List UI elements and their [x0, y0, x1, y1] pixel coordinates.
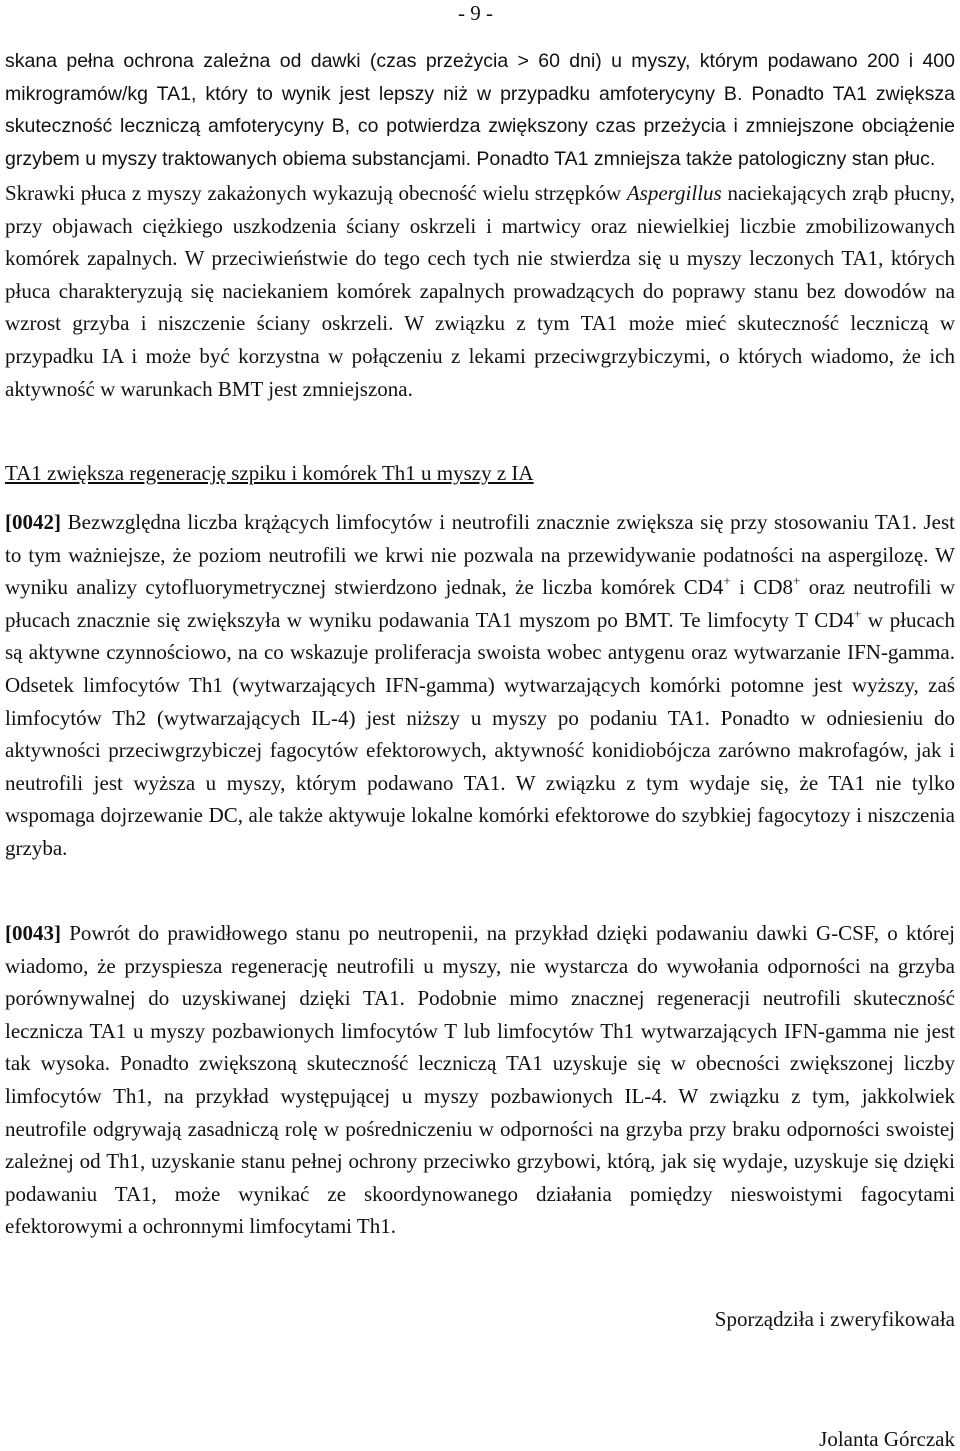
- paragraph-continued-sans: skana pełna ochrona zależna od dawki (czas przeżycia > 60 dni) u myszy, którym podawano 200 i 400 mikrogramów/kg TA1, który to wynik jest lepszy niż w przypadku amfoterycyny B. Ponadto TA1 zwiększa skuteczność leczniczą amfoterycyny B, co potwierdza zwiększony czas przeżycia i zmniejszone obciążenie grzybem u myszy traktowanych obiema substancjami. Ponadto TA1 zmniejsza także patologiczny stan płuc.: [5, 50, 955, 170]
- signature-role: Sporządziła i zweryfikowała: [714, 1307, 955, 1331]
- page-number: - 9 -: [458, 1, 493, 25]
- paragraph-number: [0042]: [5, 510, 61, 534]
- paragraph-text: w płucach są aktywne czynnościowo, na co wskazuje proliferacja swoista wobec antygenu oraz wytwarzanie IFN-gamma. Odsetek limfocytów Th1 (wytwarzających IFN-gamma) wytwarzających komórki potomne jest wyższy, zaś limfocytów Th2 (wytwarzających IL-4) jest niższy u myszy po podaniu TA1. Ponadto w odniesieniu do aktywności przeciwgrzybiczej fagocytów efektorowych, aktywność konidiobójcza zarówno makrofagów, jak i neutrofili jest wyższa u myszy, którym podawano TA1. W związku z tym wydaje się, że TA1 nie tylko wspomaga dojrzewanie DC, ale także aktywuje lokalne komórki efektorowe do szybkiej fagocytozy i niszczenia grzyba.: [5, 607, 955, 860]
- paragraph-continued-serif: [5, 177, 955, 405]
- superscript-plus: +: [723, 573, 731, 589]
- signature-name: Jolanta Górczak: [819, 1427, 955, 1451]
- paragraph-0043: [5, 917, 955, 1243]
- paragraph-text: oraz neutrofili w płucach znacznie się zwiększyła w wyniku podawania TA1 myszom po BMT. Te limfocyty T CD4: [5, 575, 955, 632]
- paragraph-text: i CD8: [739, 575, 794, 600]
- paragraph-text: Skrawki płuca z myszy zakażonych wykazują obecność wielu strzępków: [5, 181, 622, 205]
- paragraph-text: naciekających zrąb płucny, przy objawach ciężkiego uszkodzenia ściany oskrzeli i martwicy oraz niewielkiej liczbie zmobilizowanych komórek zapalnych. W przeciwieństwie do tego cech tych nie stwierdza się u myszy leczonych TA1, których płuca charakteryzują się naciekaniem komórek zapalnych prowadzących do poprawy stanu bez dowodów na wzrost grzyba i niszczenie ściany oskrzeli. W związku z tym TA1 może mieć skuteczność leczniczą w przypadku IA i może być korzystna w połączeniu z lekami przeciwgrzybiczymi, o których wiadomo, że ich aktywność w warunkach BMT jest zmniejszona.: [5, 181, 956, 401]
- paragraph-number: [0043]: [5, 921, 61, 945]
- superscript-plus: +: [793, 573, 801, 589]
- superscript-plus: +: [853, 605, 862, 621]
- species-term: Aspergillus: [626, 181, 722, 205]
- section-heading: TA1 zwiększa regenerację szpiku i komórek Th1 u myszy z IA: [5, 461, 534, 485]
- paragraph-0042: [5, 506, 955, 865]
- paragraph-text: Bezwzględna liczba krążących limfocytów i neutrofili znacznie zwiększa się przy stosowaniu TA1. Jest to tym ważniejsze, że poziom neutrofili we krwi nie pozwala na przewidywanie podatności na aspergilozę. W wyniku analizy cytofluorymetrycznej stwierdzono jednak, że liczba komórek CD4: [5, 510, 956, 600]
- paragraph-text: Powrót do prawidłowego stanu po neutropenii, na przykład dzięki podawaniu dawki G-CSF, o której wiadomo, że przyspiesza regenerację neutrofili u myszy, nie wystarcza do wywołania odporności na grzyba porównywalnej do uzyskiwanej dzięki TA1. Podobnie mimo znacznej regeneracji neutrofili skuteczność lecznicza TA1 u myszy pozbawionych limfocytów T lub limfocytów Th1 wytwarzających IFN-gamma nie jest tak wysoka. Ponadto zwiększoną skuteczność leczniczą TA1 uzyskuje się w obecności zwiększonej liczby limfocytów Th1, na przykład występującej u myszy pozbawionych IL-4. W związku z tym, jakkolwiek neutrofile odgrywają zasadniczą rolę w pośredniczeniu w odporności na grzyba przy braku odporności swoistej zależnej od Th1, uzyskanie stanu pełnej ochrony przeciwko grzybowi, którą, jak się wydaje, uzyskuje się dzięki podawaniu TA1, może wynikać ze skoordynowanego działania pomiędzy nieswoistymi fagocytami efektorowymi a ochronnymi limfocytami Th1.: [5, 921, 956, 1239]
